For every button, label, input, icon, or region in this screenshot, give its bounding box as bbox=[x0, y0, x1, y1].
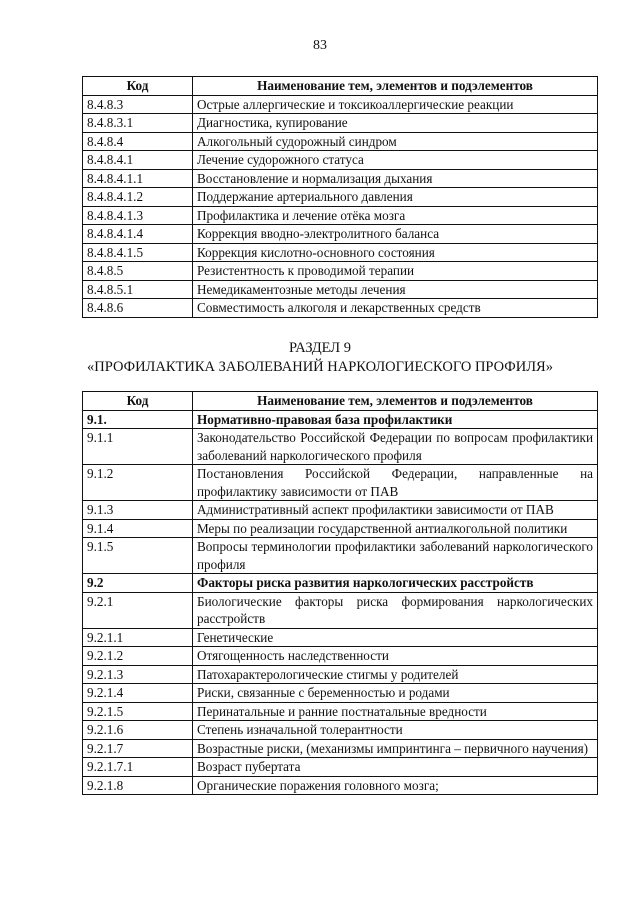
row-code: 9.2.1.3 bbox=[83, 665, 193, 684]
table-row bbox=[83, 132, 598, 151]
row-code: 8.4.8.5.1 bbox=[83, 280, 193, 299]
row-name: Коррекция вводно-электролитного баланса bbox=[193, 225, 598, 244]
row-code: 9.2.1.7.1 bbox=[83, 758, 193, 777]
row-name: Восстановление и нормализация дыхания bbox=[193, 169, 598, 188]
topics-table-section-8 bbox=[82, 76, 598, 318]
column-header-name: Наименование тем, элементов и подэлементов bbox=[193, 77, 598, 96]
page-number: 83 bbox=[313, 38, 327, 53]
row-code: 9.1.3 bbox=[83, 501, 193, 520]
row-name: Поддержание артериального давления bbox=[193, 188, 598, 207]
table-header-row bbox=[83, 392, 598, 411]
row-code: 8.4.8.4.1.5 bbox=[83, 243, 193, 262]
row-code: 8.4.8.4.1.3 bbox=[83, 206, 193, 225]
row-name: Меры по реализации государственной антиалкогольной политики bbox=[193, 519, 598, 538]
section-heading bbox=[0, 339, 640, 377]
table-header-row bbox=[83, 77, 598, 96]
table-row bbox=[83, 95, 598, 114]
row-name: Органические поражения головного мозга; bbox=[193, 776, 598, 795]
row-code: 9.1.1 bbox=[83, 429, 193, 465]
row-name: Вопросы терминологии профилактики заболеваний наркологического профиля bbox=[193, 538, 598, 574]
row-code: 9.1.5 bbox=[83, 538, 193, 574]
table-row bbox=[83, 169, 598, 188]
row-code: 8.4.8.4.1.1 bbox=[83, 169, 193, 188]
row-code: 9.1.4 bbox=[83, 519, 193, 538]
table-row bbox=[83, 206, 598, 225]
table-row bbox=[83, 702, 598, 721]
column-header-name: Наименование тем, элементов и подэлементов bbox=[193, 392, 598, 411]
row-code: 8.4.8.5 bbox=[83, 262, 193, 281]
row-name: Отягощенность наследственности bbox=[193, 647, 598, 666]
table-row bbox=[83, 501, 598, 520]
row-code: 9.2.1.2 bbox=[83, 647, 193, 666]
row-name: Алкогольный судорожный синдром bbox=[193, 132, 598, 151]
table-row bbox=[83, 465, 598, 501]
table-row bbox=[83, 758, 598, 777]
row-code: 9.2.1.7 bbox=[83, 739, 193, 758]
table-row bbox=[83, 262, 598, 281]
table-row bbox=[83, 665, 598, 684]
row-name: Профилактика и лечение отёка мозга bbox=[193, 206, 598, 225]
table-row bbox=[83, 243, 598, 262]
row-name: Законодательство Российской Федерации по вопросам профилактики заболеваний наркологического профиля bbox=[193, 429, 598, 465]
row-code: 8.4.8.4.1 bbox=[83, 151, 193, 170]
table-row bbox=[83, 721, 598, 740]
row-name: Острые аллергические и токсикоаллергические реакции bbox=[193, 95, 598, 114]
row-code: 8.4.8.4.1.2 bbox=[83, 188, 193, 207]
column-header-code: Код bbox=[83, 392, 193, 411]
table-row bbox=[83, 574, 598, 593]
table-row bbox=[83, 280, 598, 299]
table-row bbox=[83, 592, 598, 628]
row-name: Нормативно-правовая база профилактики bbox=[193, 410, 598, 429]
table-row bbox=[83, 225, 598, 244]
table-row bbox=[83, 410, 598, 429]
row-code: 8.4.8.4.1.4 bbox=[83, 225, 193, 244]
row-name: Немедикаментозные методы лечения bbox=[193, 280, 598, 299]
table-row bbox=[83, 739, 598, 758]
table-row bbox=[83, 188, 598, 207]
row-name: Перинатальные и ранние постнатальные вредности bbox=[193, 702, 598, 721]
row-name: Возрастные риски, (механизмы импринтинга – первичного научения) bbox=[193, 739, 598, 758]
table-row bbox=[83, 776, 598, 795]
row-code: 9.2 bbox=[83, 574, 193, 593]
row-name: Коррекция кислотно-основного состояния bbox=[193, 243, 598, 262]
row-code: 9.2.1.6 bbox=[83, 721, 193, 740]
row-name: Диагностика, купирование bbox=[193, 114, 598, 133]
row-name: Патохарактерологические стигмы у родителей bbox=[193, 665, 598, 684]
row-code: 9.1.2 bbox=[83, 465, 193, 501]
row-code: 9.2.1.1 bbox=[83, 628, 193, 647]
row-code: 8.4.8.3.1 bbox=[83, 114, 193, 133]
row-code: 9.2.1.5 bbox=[83, 702, 193, 721]
row-name: Факторы риска развития наркологических расстройств bbox=[193, 574, 598, 593]
row-code: 9.2.1.4 bbox=[83, 684, 193, 703]
table-row bbox=[83, 538, 598, 574]
table-row bbox=[83, 299, 598, 318]
table-row bbox=[83, 114, 598, 133]
table-row bbox=[83, 151, 598, 170]
row-code: 8.4.8.4 bbox=[83, 132, 193, 151]
row-name: Резистентность к проводимой терапии bbox=[193, 262, 598, 281]
topics-table-section-9 bbox=[82, 391, 598, 795]
section-subtitle: «ПРОФИЛАКТИКА ЗАБОЛЕВАНИЙ НАРКОЛОГИЕСКОГО ПРОФИЛЯ» bbox=[87, 359, 553, 375]
table-row bbox=[83, 647, 598, 666]
row-code: 9.1. bbox=[83, 410, 193, 429]
table-row bbox=[83, 429, 598, 465]
row-name: Совместимость алкоголя и лекарственных средств bbox=[193, 299, 598, 318]
row-name: Генетические bbox=[193, 628, 598, 647]
table-row bbox=[83, 519, 598, 538]
row-code: 9.2.1 bbox=[83, 592, 193, 628]
table-row bbox=[83, 628, 598, 647]
row-name: Возраст пубертата bbox=[193, 758, 598, 777]
row-name: Биологические факторы риска формирования наркологических расстройств bbox=[193, 592, 598, 628]
row-code: 8.4.8.6 bbox=[83, 299, 193, 318]
row-code: 8.4.8.3 bbox=[83, 95, 193, 114]
row-name: Лечение судорожного статуса bbox=[193, 151, 598, 170]
row-name: Риски, связанные с беременностью и родами bbox=[193, 684, 598, 703]
row-name: Степень изначальной толерантности bbox=[193, 721, 598, 740]
section-title: РАЗДЕЛ 9 bbox=[289, 340, 351, 356]
row-name: Постановления Российской Федерации, направленные на профилактику зависимости от ПАВ bbox=[193, 465, 598, 501]
row-code: 9.2.1.8 bbox=[83, 776, 193, 795]
row-name: Административный аспект профилактики зависимости от ПАВ bbox=[193, 501, 598, 520]
column-header-code: Код bbox=[83, 77, 193, 96]
table-row bbox=[83, 684, 598, 703]
